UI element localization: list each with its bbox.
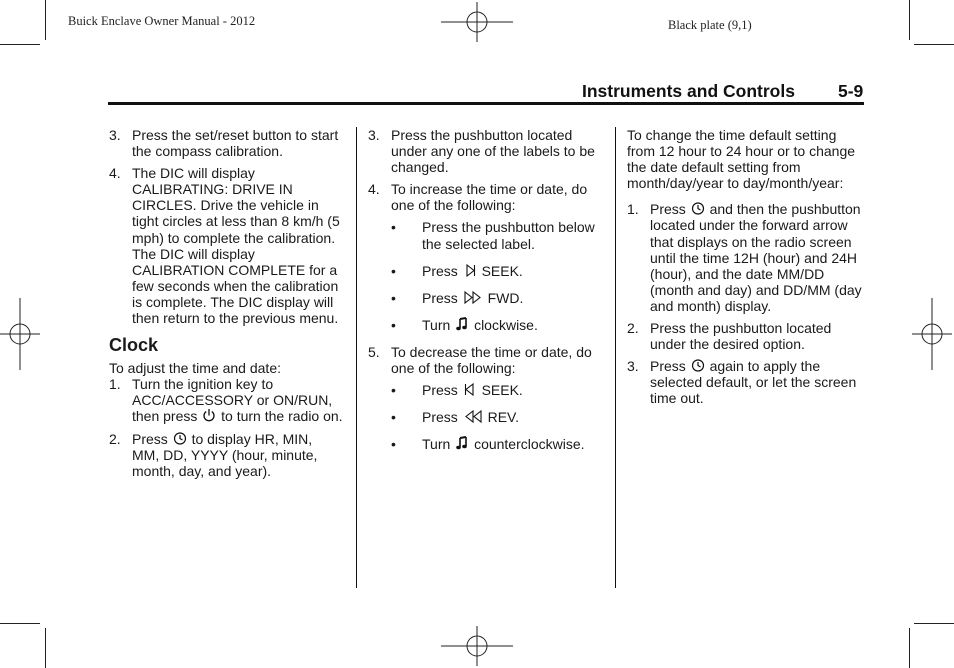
list-item: 3. Press again to apply the selected default, or let the screen time out. xyxy=(627,358,857,407)
list-item: • Press REV. xyxy=(391,409,519,426)
page-number: 5-9 xyxy=(838,81,864,101)
default-setting-intro: To change the time default setting from 12 hour to 24 hour or to change the date default setting from month/day/year to day/month/year: xyxy=(627,127,856,192)
rewind-icon xyxy=(463,409,483,424)
column-3 xyxy=(627,127,863,413)
column-1 xyxy=(109,127,343,485)
list-item: • Turn counterclockwise. xyxy=(391,436,585,453)
crop-mark xyxy=(45,628,46,668)
section-title: Instruments and Controls xyxy=(582,81,795,101)
registration-mark-icon xyxy=(441,626,513,666)
header-rule xyxy=(108,102,864,105)
list-item: 5. To decrease the time or date, do one of the following: xyxy=(368,343,592,377)
list-item: • Press the pushbutton below the selected label. xyxy=(391,219,595,252)
list-item: 1. Turn the ignition key to ACC/ACCESSORY or ON/RUN, then press to turn the radio on. xyxy=(109,376,343,425)
crop-mark xyxy=(45,0,46,40)
list-item: 3. Press the set/reset button to start the compass calibration. xyxy=(109,127,339,160)
clock-intro: To adjust the time and date: xyxy=(109,360,281,377)
list-item: 2. Press the pushbutton located under the desired option. xyxy=(627,320,832,353)
registration-mark-icon xyxy=(912,298,952,370)
tune-knob-icon xyxy=(455,436,469,451)
clock-icon xyxy=(173,431,187,446)
list-item: 4. To increase the time or date, do one of the following: xyxy=(368,181,588,214)
plate-label: Black plate (9,1) xyxy=(668,18,752,32)
clock-heading: Clock xyxy=(109,335,159,356)
clock-icon xyxy=(691,201,705,216)
crop-mark xyxy=(914,44,954,45)
list-item: 2. Press to display HR, MIN, MM, DD, YYYY (hour, minute, month, day, and year). xyxy=(109,430,318,479)
list-item: • Press SEEK. xyxy=(391,262,523,279)
registration-mark-icon xyxy=(441,2,513,42)
crop-mark xyxy=(909,0,910,40)
list-item: 4. The DIC will display CALIBRATING: DRIVE IN CIRCLES. Drive the vehicle in tight circles at less than 8 km/h (5 mph) to complete the calibration. The DIC will display CALIBRATION COMPLETE for a few seconds when the calibration is complete. The DIC display will then return to the previous menu. xyxy=(109,165,340,327)
crop-mark xyxy=(914,623,954,624)
column-divider xyxy=(615,127,616,588)
list-item: 3. Press the pushbutton located under any one of the labels to be changed. xyxy=(368,127,595,176)
crop-mark xyxy=(0,623,40,624)
list-item: • Press FWD. xyxy=(391,289,524,306)
seek-down-icon xyxy=(463,382,477,397)
column-2 xyxy=(368,127,606,463)
registration-mark-icon xyxy=(0,298,40,370)
clock-icon xyxy=(691,358,705,373)
list-item: 1. Press and then the pushbutton located under the forward arrow that displays on the radio screen until the time 12H (hour) and 24H (hour), and the date MM/DD (month and day) and DD/MM (day and month) display. xyxy=(627,201,862,314)
column-divider xyxy=(356,127,357,588)
power-icon xyxy=(202,408,216,423)
tune-knob-icon xyxy=(455,317,469,332)
fast-forward-icon xyxy=(463,290,483,305)
seek-up-icon xyxy=(463,263,477,278)
manual-title: Buick Enclave Owner Manual - 2012 xyxy=(68,14,256,28)
crop-mark xyxy=(909,628,910,668)
list-item: • Press SEEK. xyxy=(391,382,523,399)
crop-mark xyxy=(0,44,40,45)
list-item: • Turn clockwise. xyxy=(391,316,538,333)
